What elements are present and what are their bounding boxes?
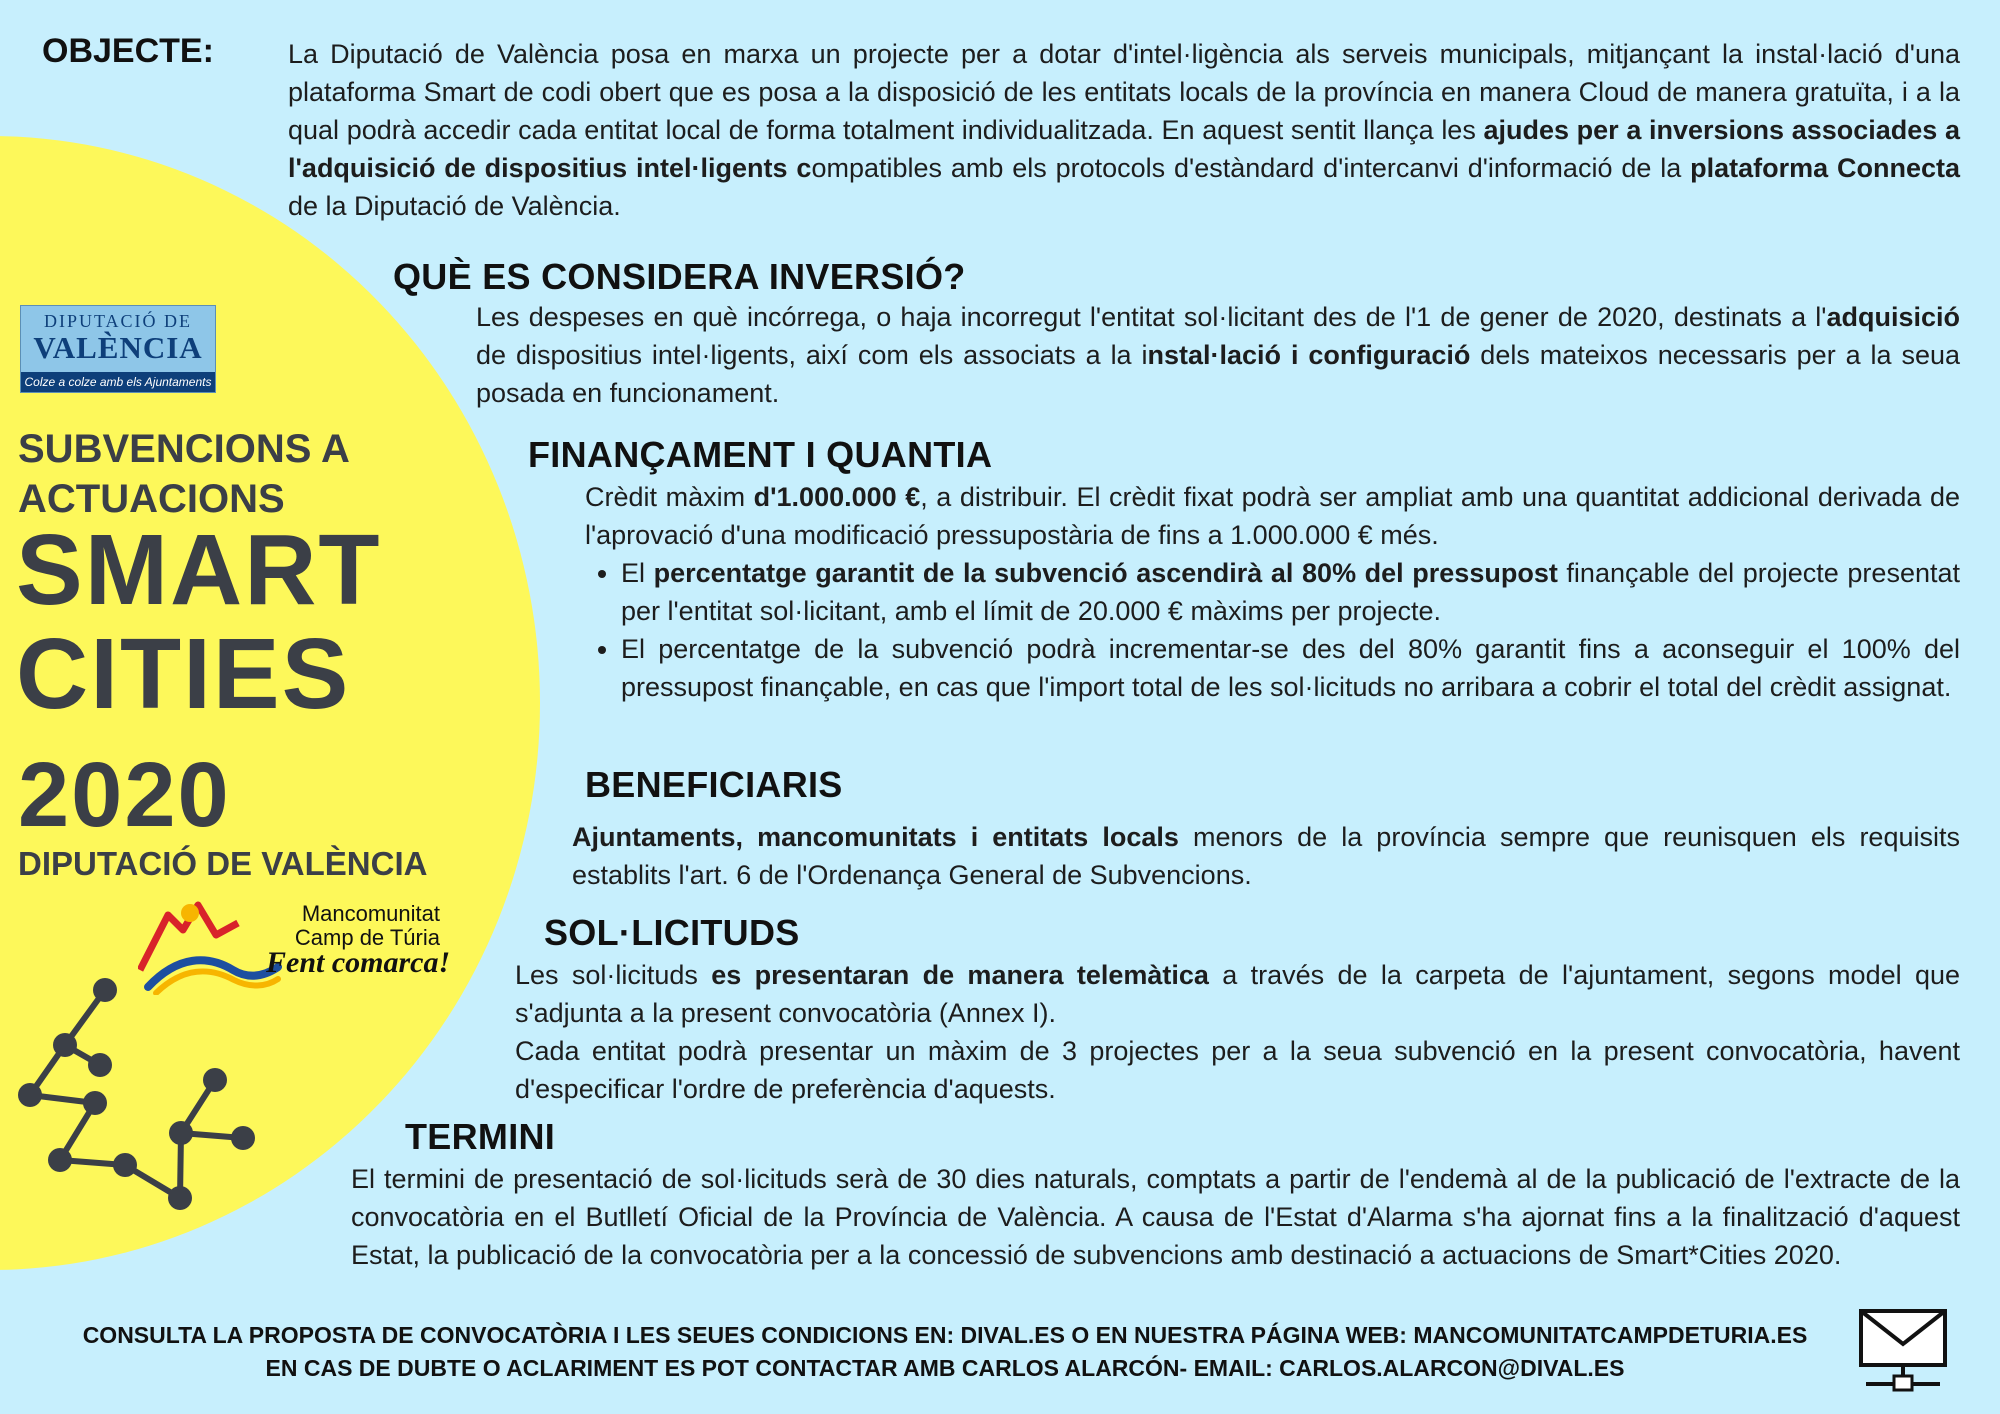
beneficiaris-text (572, 818, 1960, 894)
footer-line-1: CONSULTA LA PROPOSTA DE CONVOCATÒRIA I LES SEUES CONDICIONS EN: DIVAL.ES O EN NUESTRA PÁGINA WEB: MANCOMUNITATCAMPDETURIA.ES (82, 1322, 1808, 1348)
bold-span: nstal·lació i configuració (1147, 340, 1471, 370)
text-span: Les sol·licituds (515, 960, 712, 990)
mail-network-icon (1858, 1308, 1948, 1393)
logo-line: DIPUTACIÓ DE (43, 311, 193, 331)
section-heading-termini: TERMINI (405, 1116, 556, 1157)
text-span: La Diputació de València posa en marxa un projecte per a dotar d'intel·ligència als serveis municipals, mitjançant la instal·lació d'una plataforma Smart de codi obert que es posa a la disposició de les entitats locals de la província en manera Cloud de manera gratuïta, i a la qual podrà accedir cada entitat local de forma totalment individualitzada. En aquest sentit llança les (288, 39, 1960, 145)
footer-line-2: EN CAS DE DUBTE O ACLARIMENT ES POT CONTACTAR AMB CARLOS ALARCÓN- EMAIL: CARLOS.ALARCON@DIVAL.ES (265, 1355, 1625, 1381)
bold-span: es presentaran de manera telemàtica (711, 960, 1209, 990)
title-line: SMART (16, 514, 382, 626)
logo-tagline: Colze a colze amb els Ajuntaments (21, 372, 215, 392)
inversio-text (476, 298, 1960, 412)
mancomunitat-slogan: Fent comarca! (266, 946, 451, 979)
mancomunitat-line: Mancomunitat (301, 901, 440, 926)
text-span: de la Diputació de València. (288, 191, 621, 221)
diputacio-logo (20, 305, 216, 393)
bold-span: percentatge garantit de la subvenció ascendirà al 80% del pressupost (653, 558, 1558, 588)
text-span: Crèdit màxim (585, 482, 754, 512)
smart-cities-title (16, 514, 382, 730)
text-span: menors de la província sempre que reunisquen els requisits establits l'art. 6 de l'Ordenança General de Subvencions. (572, 822, 1960, 890)
text-span: finançable del projecte presentat per l'entitat sol·licitant, amb el límit de 20.000 € màxims per projecte. (621, 558, 1960, 626)
bold-span: d'1.000.000 € (753, 482, 921, 512)
mancomunitat-name (278, 902, 440, 950)
financament-paragraph (585, 478, 1960, 554)
bold-span: adquisició (1826, 302, 1960, 332)
bold-span: plataforma Connecta (1690, 153, 1960, 183)
text-span: a través de la carpeta de l'ajuntament, segons model que s'adjunta a la present convocatòria (Annex I). (515, 960, 1960, 1028)
year-title: 2020 (18, 744, 231, 846)
logo-line: VALÈNCIA (33, 330, 203, 365)
subvencions-title: SUBVENCIONS A ACTUACIONS (18, 427, 349, 521)
section-heading-inversio: QUÈ ES CONSIDERA INVERSIÓ? (393, 256, 966, 297)
text-span: , a distribuir. El crèdit fixat podrà ser ampliat amb una quantitat addicional derivada de l'aprovació d'una modificació pressupostària de fins a 1.000.000 € més. (585, 482, 1961, 550)
text-span: El (621, 558, 654, 588)
network-graph-icon (15, 970, 265, 1210)
title-line: CITIES (16, 618, 351, 730)
mancomunitat-line: Camp de Túria (294, 925, 440, 950)
section-heading-financament: FINANÇAMENT I QUANTIA (528, 434, 993, 475)
termini-text: El termini de presentació de sol·licituds serà de 30 dies naturals, comptats a partir de l'endemà al de la publicació de l'extracte de la convocatòria en el Butlletí Oficial de la Província de València. A causa de l'Estat d'Alarma s'ha ajornat fins a la finalització d'aquest Estat, la publicació de la convocatòria per a la concessió de subvencions amb destinació a actuacions de Smart*Cities 2020. (351, 1164, 1960, 1270)
sollicituds-text (515, 956, 1960, 1108)
sollicituds-paragraph (515, 956, 1960, 1032)
financament-bullet-list (585, 554, 1960, 706)
bold-span: ajudes per a inversions associades a l'adquisició de dispositius intel·ligents c (288, 115, 1960, 183)
list-item: • El percentatge de la subvenció podrà incrementar-se des del 80% garantit fins a aconseguir el 100% del pressupost finançable, en cas que l'import total de les sol·licituds no arribara a cobrir el total del crèdit assignat. (621, 630, 1960, 706)
text-span: Les despeses en què incórrega, o haja incorregut l'entitat sol·licitant des de l'1 de gener de 2020, destinats a l' (476, 302, 1827, 332)
section-heading-sollicituds: SOL·LICITUDS (544, 912, 800, 953)
financament-text (585, 478, 1960, 706)
objecte-label: OBJECTE: (42, 32, 214, 70)
text-span: ompatibles amb els protocols d'estàndard d'intercanvi d'informació de la (811, 153, 1691, 183)
objecte-text (288, 35, 1960, 225)
text-span: dels mateixos necessaris per a la seua posada en funcionament. (476, 340, 1961, 408)
sollicituds-paragraph: Cada entitat podrà presentar un màxim de 3 projectes per a la seua subvenció en la present convocatòria, havent d'especificar l'ordre de preferència d'aquests. (515, 1036, 1960, 1104)
text-span: de dispositius intel·ligents, així com els associats a la i (476, 340, 1148, 370)
diputacio-subtitle: DIPUTACIÓ DE VALÈNCIA (18, 845, 428, 882)
bold-span: Ajuntaments, mancomunitats i entitats locals (572, 822, 1179, 852)
list-item (621, 554, 1960, 630)
section-heading-beneficiaris: BENEFICIARIS (585, 764, 843, 805)
